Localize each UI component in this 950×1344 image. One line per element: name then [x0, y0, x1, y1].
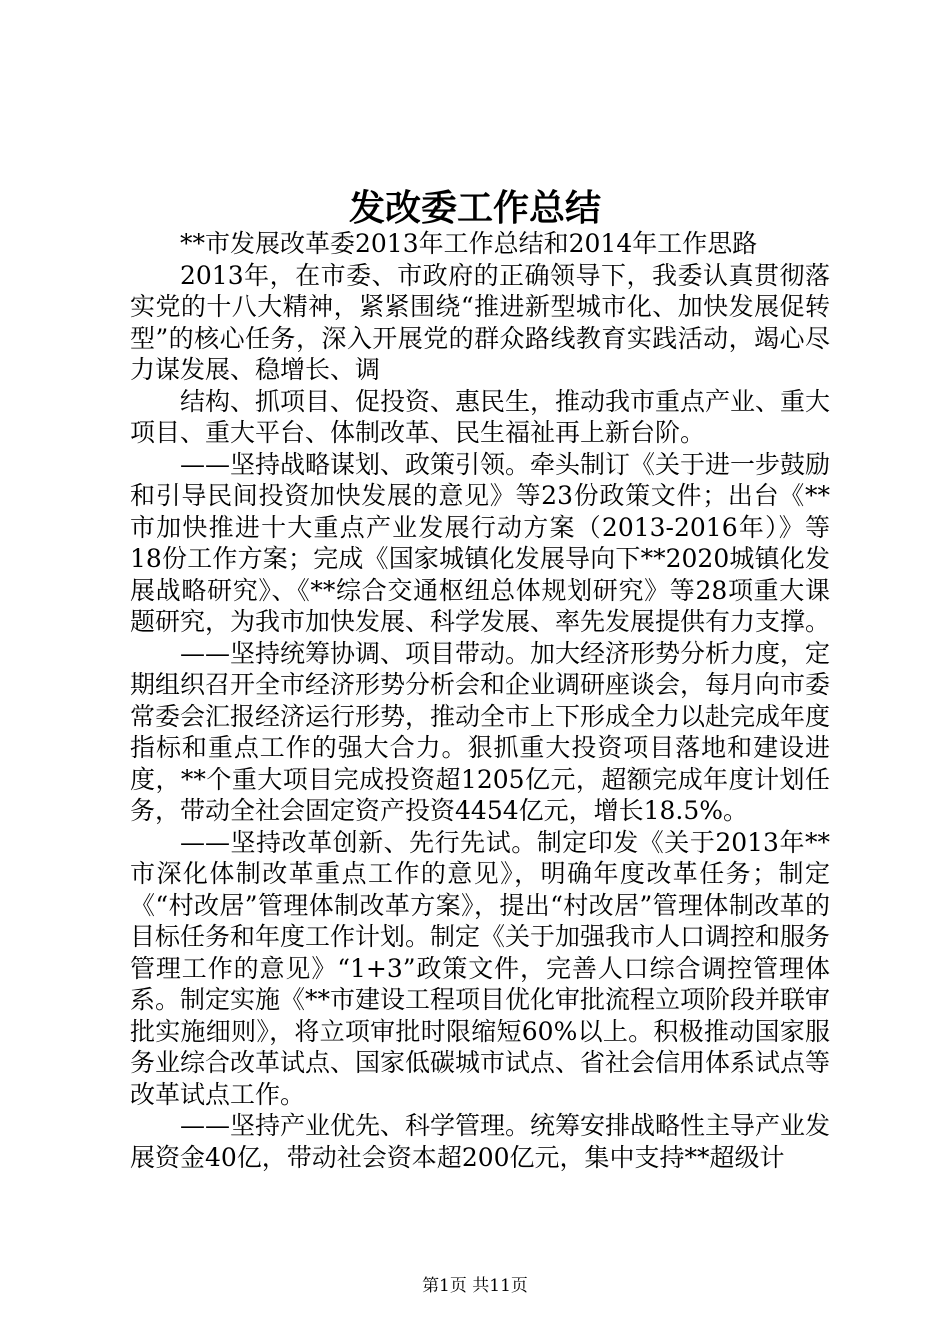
- paragraph-intro: 2013年，在市委、市政府的正确领导下，我委认真贯彻落实党的十八大精神，紧紧围绕“推进新型城市化、加快发展促转型”的核心任务，深入开展党的群众路线教育实践活动，竭心尽力谋发展、稳增长、调: [130, 260, 830, 384]
- document-subtitle: **市发展改革委2013年工作总结和2014年工作思路: [180, 229, 758, 258]
- paragraph-intro-continued: 结构、抓项目、促投资、惠民生，推动我市重点产业、重大项目、重大平台、体制改革、民生福祉再上新台阶。: [130, 386, 831, 447]
- paragraph-reform: ——坚持改革创新、先行先试。制定印发《关于2013年**市深化体制改革重点工作的意见》，明确年度改革任务；制定《“村改居”管理体制改革方案》，提出“村改居”管理体制改革的目标任务和年度工作计划。制定《关于加强我市人口调控和服务管理工作的意见》“1+3”政策文件，完善人口综合调控管理体系。制定实施《**市建设工程项目优化审批流程立项阶段并联审批实施细则》，将立项审批时限缩短60%以上。积极推动国家服务业综合改革试点、国家低碳城市试点、省社会信用体系试点等改革试点工作。: [130, 827, 831, 1109]
- page-number-footer: 第1页 共11页: [422, 1276, 528, 1296]
- paragraph-industry: ——坚持产业优先、科学管理。统筹安排战略性主导产业发展资金40亿，带动社会资本超200亿元，集中支持**超级计: [130, 1111, 831, 1172]
- paragraph-coordination: ——坚持统筹协调、项目带动。加大经济形势分析力度，定期组织召开全市经济形势分析会和企业调研座谈会，每月向市委常委会汇报经济运行形势，推动全市上下形成全力以赴完成年度指标和重点工作的强大合力。狠抓重大投资项目落地和建设进度，**个重大项目完成投资超1205亿元，超额完成年度计划任务，带动全社会固定资产投资4454亿元，增长18.5%。: [130, 638, 831, 825]
- document-body: [130, 228, 830, 1173]
- document-title: 发改委工作总结: [348, 187, 601, 229]
- paragraph-strategy: ——坚持战略谋划、政策引领。牵头制订《关于进一步鼓励和引导民间投资加快发展的意见》等23份政策文件；出台《**市加快推进十大重点产业发展行动方案（2013-2016年）》等18份工作方案；完成《国家城镇化发展导向下**2020城镇化发展战略研究》、《**综合交通枢纽总体规划研究》等28项重大课题研究，为我市加快发展、科学发展、率先发展提供有力支撑。: [130, 449, 831, 636]
